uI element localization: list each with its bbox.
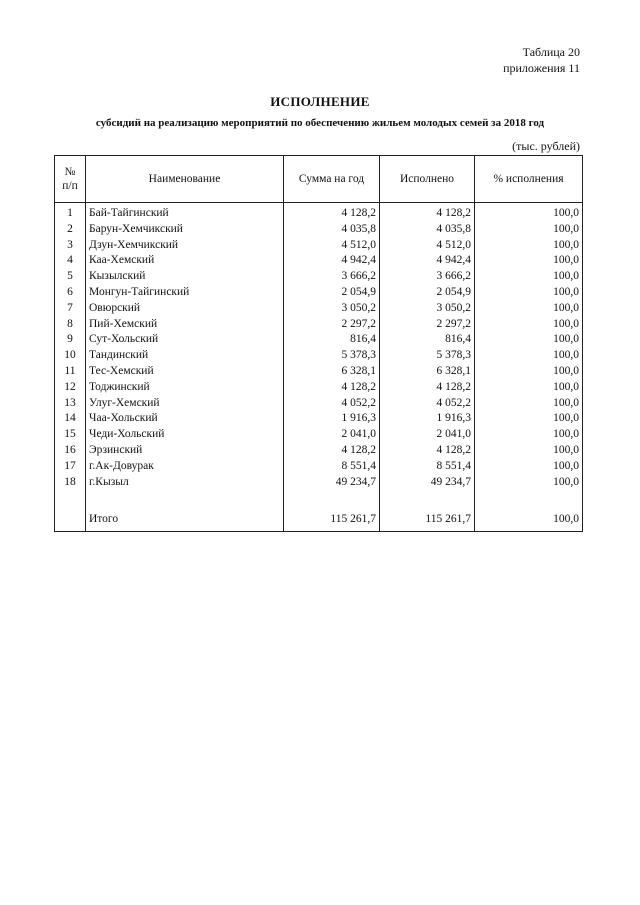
table-header-row — [55, 156, 583, 203]
cell-number: 5 — [55, 269, 86, 285]
cell-done: 8 551,4 — [380, 459, 475, 475]
cell-done: 49 234,7 — [380, 475, 475, 491]
table-row — [55, 459, 583, 475]
table-row — [55, 238, 583, 254]
cell-name: Чеди-Хольский — [86, 427, 284, 443]
table-row — [55, 253, 583, 269]
cell-sum: 4 128,2 — [284, 203, 380, 222]
cell-number: 7 — [55, 301, 86, 317]
cell-name: Тес-Хемский — [86, 364, 284, 380]
cell-number: 14 — [55, 411, 86, 427]
table-row — [55, 380, 583, 396]
table-total-row — [55, 509, 583, 532]
cell-done: 4 512,0 — [380, 238, 475, 254]
column-header-number — [55, 156, 86, 203]
table-row — [55, 317, 583, 333]
cell-name: Чаа-Хольский — [86, 411, 284, 427]
cell-sum: 2 041,0 — [284, 427, 380, 443]
cell-done: 4 128,2 — [380, 380, 475, 396]
column-header-number-line1: № — [64, 166, 76, 178]
cell-sum: 3 666,2 — [284, 269, 380, 285]
document-title: ИСПОЛНЕНИЕ — [270, 94, 370, 109]
units-label: (тыс. рублей) — [512, 139, 580, 153]
cell-percent: 100,0 — [475, 364, 583, 380]
cell-percent: 100,0 — [475, 253, 583, 269]
cell-done: 2 297,2 — [380, 317, 475, 333]
cell-empty — [284, 490, 380, 509]
cell-sum: 4 035,8 — [284, 222, 380, 238]
cell-empty — [55, 509, 86, 532]
subsidy-table — [54, 155, 583, 532]
total-sum: 115 261,7 — [284, 509, 380, 532]
cell-name: Барун-Хемчикский — [86, 222, 284, 238]
table-label: Таблица 20 — [522, 45, 580, 59]
total-done: 115 261,7 — [380, 509, 475, 532]
column-header-percent: % исполнения — [475, 156, 583, 203]
cell-name: Каа-Хемский — [86, 253, 284, 269]
cell-number: 1 — [55, 203, 86, 222]
column-header-number-line2: п/п — [62, 180, 78, 192]
cell-name: Эрзинский — [86, 443, 284, 459]
cell-sum: 4 052,2 — [284, 396, 380, 412]
cell-percent: 100,0 — [475, 238, 583, 254]
cell-number: 3 — [55, 238, 86, 254]
table-row — [55, 285, 583, 301]
cell-sum: 1 916,3 — [284, 411, 380, 427]
cell-name: Дзун-Хемчикский — [86, 238, 284, 254]
cell-number: 9 — [55, 332, 86, 348]
cell-number: 2 — [55, 222, 86, 238]
total-label: Итого — [86, 509, 284, 532]
column-header-sum: Сумма на год — [284, 156, 380, 203]
cell-number: 12 — [55, 380, 86, 396]
table-row — [55, 411, 583, 427]
table-row — [55, 348, 583, 364]
cell-percent: 100,0 — [475, 203, 583, 222]
cell-sum: 2 054,9 — [284, 285, 380, 301]
cell-percent: 100,0 — [475, 427, 583, 443]
table-row — [55, 269, 583, 285]
cell-done: 6 328,1 — [380, 364, 475, 380]
cell-empty — [380, 490, 475, 509]
cell-percent: 100,0 — [475, 332, 583, 348]
table-row — [55, 396, 583, 412]
table-spacer-row — [55, 490, 583, 509]
cell-sum: 4 512,0 — [284, 238, 380, 254]
cell-name: г.Кызыл — [86, 475, 284, 491]
cell-number: 6 — [55, 285, 86, 301]
cell-number: 18 — [55, 475, 86, 491]
cell-done: 4 052,2 — [380, 396, 475, 412]
column-header-name: Наименование — [86, 156, 284, 203]
cell-number: 15 — [55, 427, 86, 443]
cell-sum: 2 297,2 — [284, 317, 380, 333]
appendix-label: приложения 11 — [503, 61, 580, 75]
cell-done: 2 041,0 — [380, 427, 475, 443]
cell-empty — [55, 490, 86, 509]
cell-done: 2 054,9 — [380, 285, 475, 301]
cell-name: Овюрский — [86, 301, 284, 317]
cell-empty — [86, 490, 284, 509]
cell-name: Кызылский — [86, 269, 284, 285]
cell-name: г.Ак-Довурак — [86, 459, 284, 475]
cell-sum: 4 128,2 — [284, 380, 380, 396]
cell-sum: 3 050,2 — [284, 301, 380, 317]
table-row — [55, 332, 583, 348]
cell-done: 5 378,3 — [380, 348, 475, 364]
cell-number: 10 — [55, 348, 86, 364]
cell-percent: 100,0 — [475, 443, 583, 459]
column-header-done: Исполнено — [380, 156, 475, 203]
document-subtitle: субсидий на реализацию мероприятий по обеспечению жильем молодых семей за 2018 год — [95, 117, 545, 129]
cell-done: 816,4 — [380, 332, 475, 348]
cell-number: 8 — [55, 317, 86, 333]
cell-name: Тандинский — [86, 348, 284, 364]
table-row — [55, 301, 583, 317]
cell-percent: 100,0 — [475, 411, 583, 427]
cell-name: Монгун-Тайгинский — [86, 285, 284, 301]
cell-name: Улуг-Хемский — [86, 396, 284, 412]
document-header — [503, 44, 580, 76]
cell-percent: 100,0 — [475, 396, 583, 412]
cell-number: 11 — [55, 364, 86, 380]
table-row — [55, 203, 583, 222]
cell-done: 4 128,2 — [380, 203, 475, 222]
cell-sum: 8 551,4 — [284, 459, 380, 475]
cell-sum: 4 128,2 — [284, 443, 380, 459]
cell-sum: 816,4 — [284, 332, 380, 348]
cell-number: 13 — [55, 396, 86, 412]
cell-done: 1 916,3 — [380, 411, 475, 427]
cell-done: 4 942,4 — [380, 253, 475, 269]
cell-done: 4 128,2 — [380, 443, 475, 459]
cell-percent: 100,0 — [475, 459, 583, 475]
table-body — [55, 203, 583, 532]
table-row — [55, 443, 583, 459]
table-row — [55, 475, 583, 491]
table-row — [55, 427, 583, 443]
cell-percent: 100,0 — [475, 475, 583, 491]
cell-sum: 4 942,4 — [284, 253, 380, 269]
cell-sum: 6 328,1 — [284, 364, 380, 380]
cell-percent: 100,0 — [475, 317, 583, 333]
cell-done: 3 666,2 — [380, 269, 475, 285]
cell-name: Бай-Тайгинский — [86, 203, 284, 222]
cell-percent: 100,0 — [475, 348, 583, 364]
cell-percent: 100,0 — [475, 301, 583, 317]
cell-number: 4 — [55, 253, 86, 269]
cell-percent: 100,0 — [475, 285, 583, 301]
cell-number: 16 — [55, 443, 86, 459]
cell-sum: 5 378,3 — [284, 348, 380, 364]
cell-percent: 100,0 — [475, 380, 583, 396]
cell-name: Сут-Хольский — [86, 332, 284, 348]
total-percent: 100,0 — [475, 509, 583, 532]
cell-done: 4 035,8 — [380, 222, 475, 238]
cell-name: Тоджинский — [86, 380, 284, 396]
cell-percent: 100,0 — [475, 269, 583, 285]
table-row — [55, 364, 583, 380]
cell-number: 17 — [55, 459, 86, 475]
cell-percent: 100,0 — [475, 222, 583, 238]
cell-done: 3 050,2 — [380, 301, 475, 317]
cell-sum: 49 234,7 — [284, 475, 380, 491]
table-row — [55, 222, 583, 238]
cell-empty — [475, 490, 583, 509]
cell-name: Пий-Хемский — [86, 317, 284, 333]
